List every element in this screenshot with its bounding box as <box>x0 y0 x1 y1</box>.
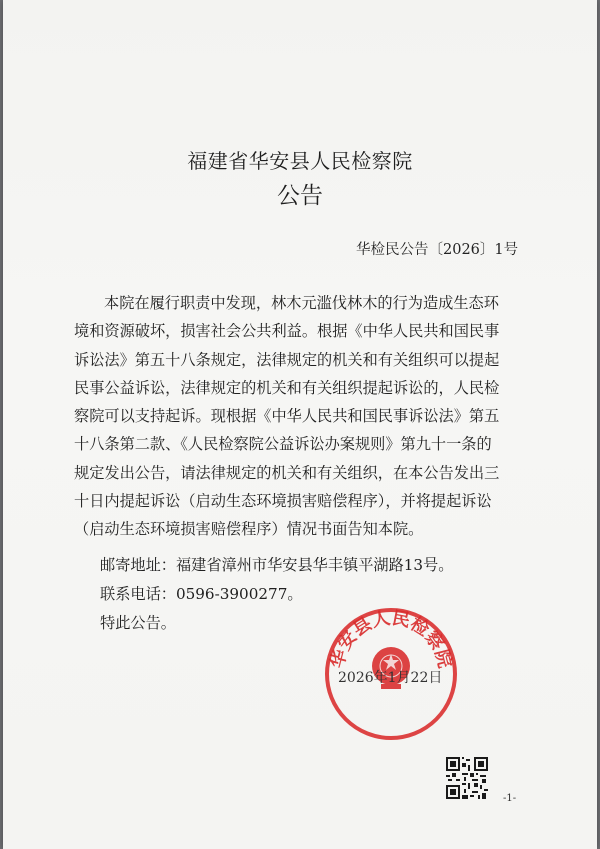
organization-title: 福建省华安县人民检察院 <box>187 149 413 173</box>
body-line: 本院在履行职责中发现，林木元滥伐林木的行为造成生态环 <box>104 294 499 312</box>
body-line: 察院可以支持起诉。现根据《中华人民共和国民事诉讼法》第五 <box>74 407 500 426</box>
body-line: 境和资源破坏，损害社会公共利益。根据《中华人民共和国民事 <box>74 322 500 341</box>
body-line: 诉讼法》第五十八条规定，法律规定的机关和有关组织可以提起 <box>74 350 500 369</box>
body-line: 十八条第二款、《人民检察院公益诉讼办案规则》第九十一条的 <box>74 435 492 454</box>
body-line: 规定发出公告，请法律规定的机关和有关组织，在本公告发出三 <box>74 463 500 482</box>
issue-date: 2026年1月22日 <box>338 670 443 686</box>
document-number: 华检民公告〔2026〕1号 <box>356 242 519 258</box>
seal-text: 华安县人民检察院 <box>326 607 456 671</box>
page-number: -1- <box>503 793 517 804</box>
body-line: （启动生态环境损害赔偿程序）情况书面告知本院。 <box>74 520 424 539</box>
body-line: 十日内提起诉讼（启动生态环境损害赔偿程序），并将提起诉讼 <box>74 492 492 511</box>
announcement-body <box>74 289 526 544</box>
closing-remark: 特此公告。 <box>100 614 176 632</box>
qr-code-icon <box>446 757 488 799</box>
contact-phone: 联系电话：0596-3900277。 <box>100 585 303 603</box>
mailing-address: 邮寄地址：福建省漳州市华安县华丰镇平湖路13号。 <box>100 556 454 574</box>
document-type-title: 公告 <box>277 183 323 209</box>
body-line: 民事公益诉讼，法律规定的机关和有关组织提起诉讼的，人民检 <box>74 378 500 397</box>
